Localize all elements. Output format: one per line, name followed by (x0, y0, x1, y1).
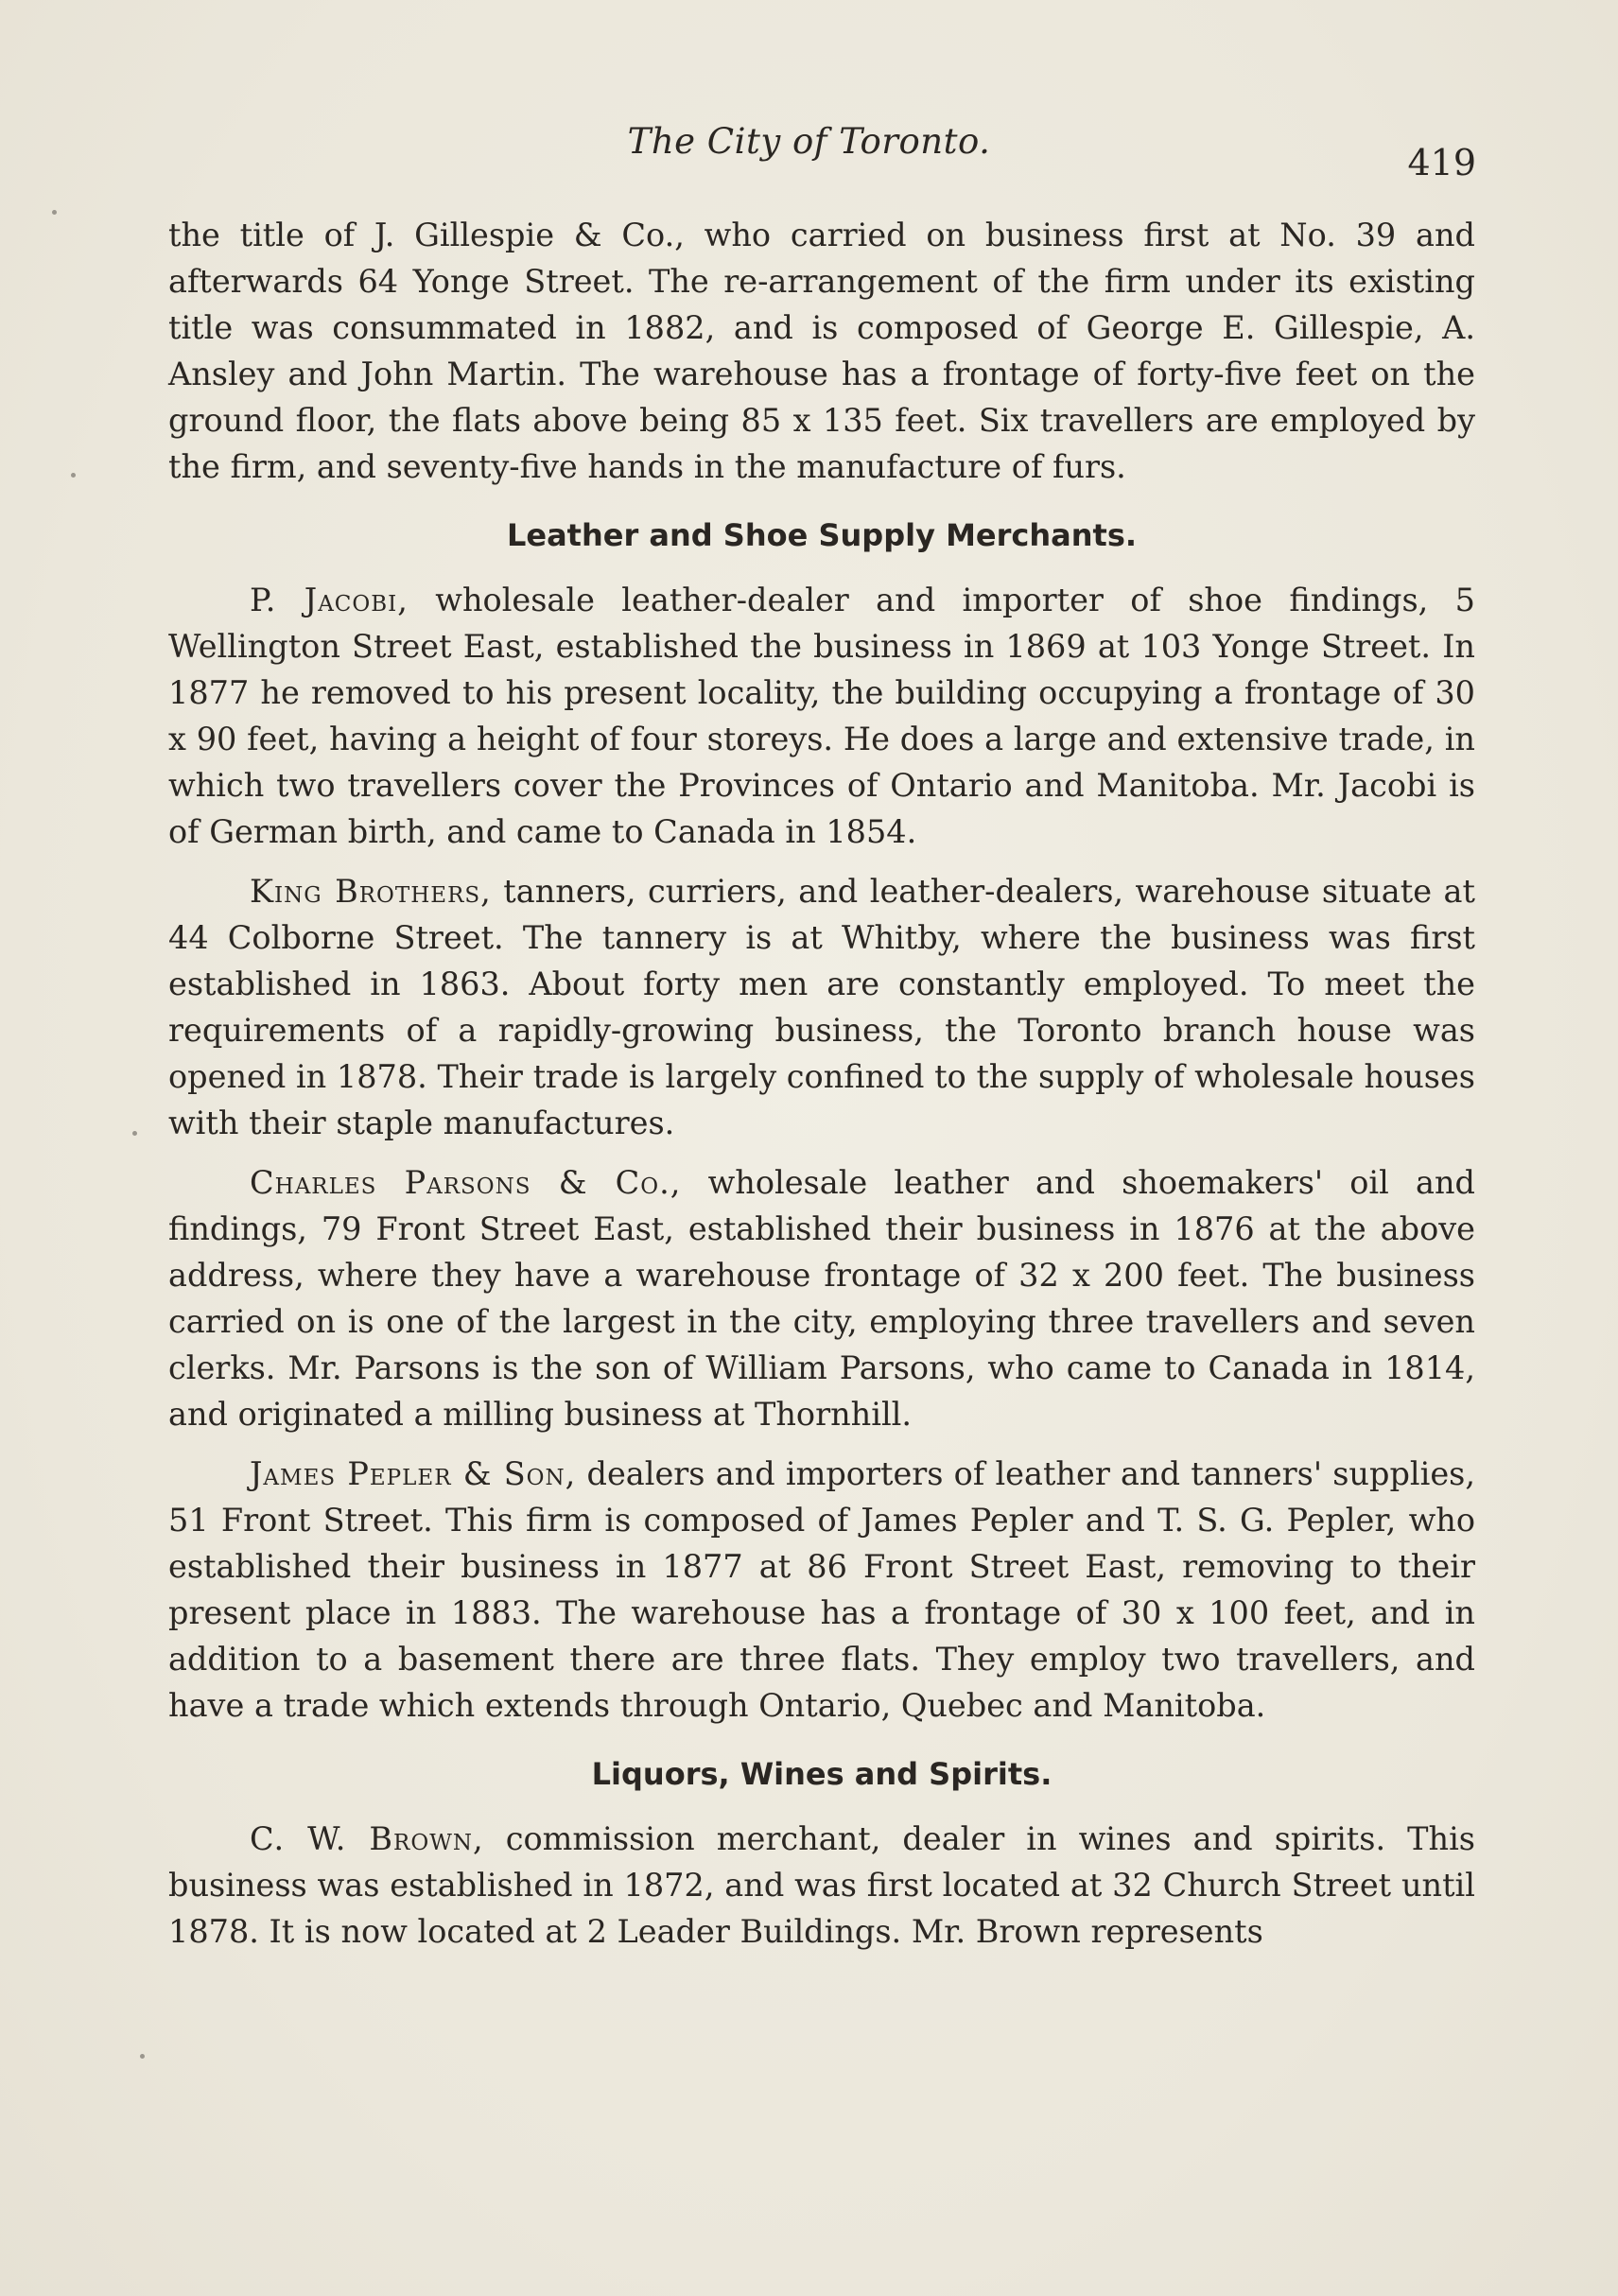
section-heading-leather: Leather and Shoe Supply Merchants. (506, 517, 1138, 553)
entry-charles-parsons (168, 1159, 1475, 1437)
page-number: 419 (1407, 142, 1476, 183)
entry-jacobi (168, 577, 1475, 855)
entry-text: tanners, curriers, and leather-dealers, warehouse situate at 44 Colborne Street. The tannery is at Whitby, where the business was first established in 1863. About forty men are constantly employed. To meet the requirements of a rapidly-growing business, the Toronto branch house was opened in 1878. Their trade is largely confined to the supply of wholesale houses with their staple manufactures. (168, 873, 1475, 1141)
page-body (168, 212, 1475, 1955)
entry-name: Charles Parsons & Co., (250, 1164, 682, 1201)
entry-text: commission merchant, dealer in wines and spirits. This business was established in 1872, and was first located at 32 Church Street until 1878. It is now located at 2 Leader Buildings. Mr. Brown represents (168, 1820, 1475, 1950)
entry-text: wholesale leather and shoemakers' oil and findings, 79 Front Street East, established their business in 1876 at the above address, where they have a warehouse frontage of 32 x 200 feet. The business carried on is one of the largest in the city, employing three travellers and seven clerks. Mr. Parsons is the son of William Parsons, who came to Canada in 1814, and originated a milling business at Thornhill. (168, 1164, 1475, 1433)
section-heading-liquors: Liquors, Wines and Spirits. (591, 1756, 1053, 1792)
entry-king-brothers (168, 868, 1475, 1146)
entry-james-pepler (168, 1451, 1475, 1729)
entry-text: dealers and importers of leather and tanners' supplies, 51 Front Street. This firm is composed of James Pepler and T. S. G. Pepler, who established their business in 1877 at 86 Front Street East, removing to their present place in 1883. The warehouse has a frontage of 30 x 100 feet, and in addition to a basement there are three flats. They employ two travellers, and have a trade which extends through Ontario, Quebec and Manitoba. (168, 1455, 1475, 1724)
entry-name: James Pepler & Son, (250, 1455, 577, 1492)
entry-text: wholesale leather-dealer and importer of shoe findings, 5 Wellington Street East, established the business in 1869 at 103 Yonge Street. In 1877 he removed to his present locality, the building occupying a frontage of 30 x 90 feet, having a height of four storeys. He does a large and extensive trade, in which two travellers cover the Provinces of Ontario and Manitoba. Mr. Jacobi is of German birth, and came to Canada in 1854. (168, 582, 1475, 850)
margin-speck (140, 2054, 145, 2059)
margin-speck (71, 473, 76, 478)
running-title: The City of Toronto. (627, 121, 991, 162)
page-header (0, 121, 1618, 187)
margin-speck (132, 1131, 137, 1136)
entry-name: King Brothers, (250, 873, 492, 910)
entry-name: P. Jacobi, (250, 582, 409, 618)
entry-cw-brown (168, 1816, 1475, 1955)
intro-paragraph: the title of J. Gillespie & Co., who carried on business first at No. 39 and afterwards 64 Yonge Street. The re-arrangement of the firm under its existing title was consummated in 1882, and is composed of George E. Gillespie, A. Ansley and John Martin. The warehouse has a frontage of forty-five feet on the ground floor, the flats above being 85 x 135 feet. Six travellers are employed by the firm, and seventy-five hands in the manufacture of furs. (168, 217, 1475, 485)
entry-name: C. W. Brown, (250, 1820, 484, 1857)
margin-speck (52, 210, 57, 215)
